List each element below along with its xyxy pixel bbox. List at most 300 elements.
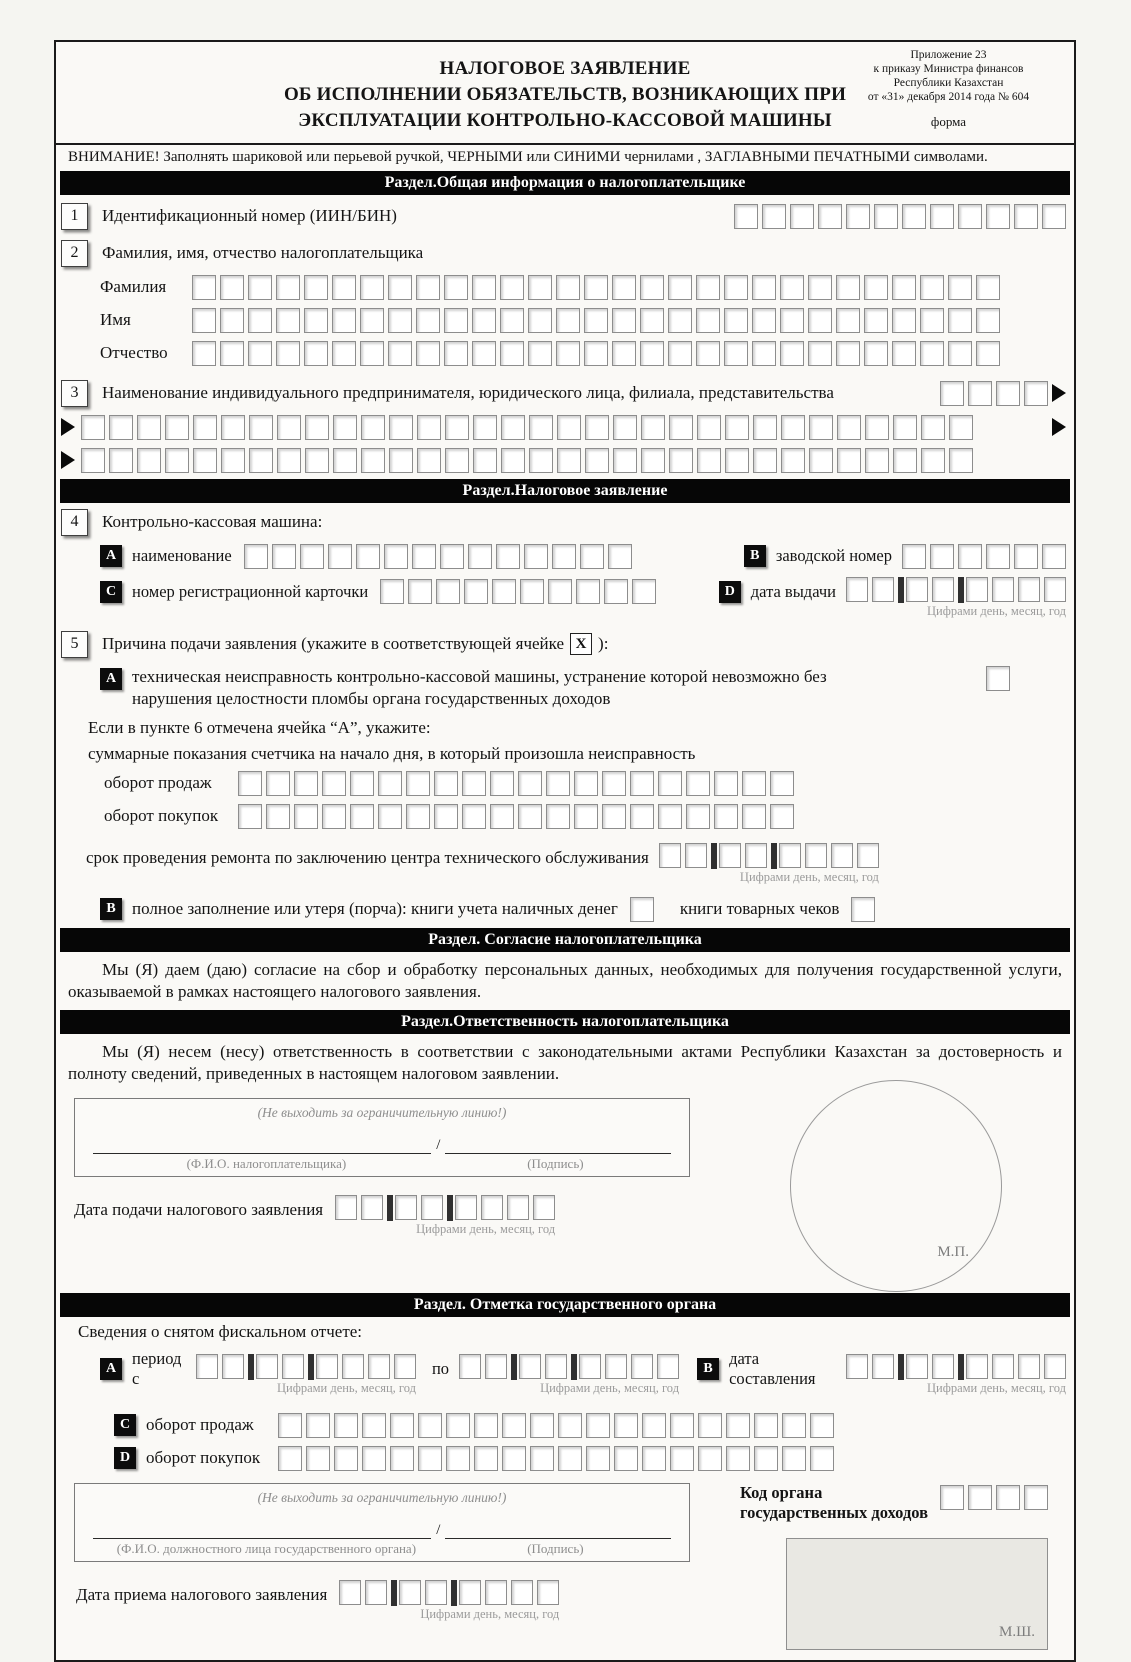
input-cell[interactable] [893,415,917,440]
input-cell[interactable] [518,771,542,796]
sign-signature-line[interactable] [445,1140,671,1154]
input-cell[interactable] [266,804,290,829]
input-cell[interactable] [613,448,637,473]
input-cell[interactable] [902,544,926,569]
input-cell[interactable] [306,1446,330,1471]
input-cell[interactable] [496,544,520,569]
input-cell[interactable] [585,448,609,473]
input-cell[interactable] [940,381,964,406]
input-cell[interactable] [641,415,665,440]
input-cell[interactable] [528,275,552,300]
input-cell[interactable] [501,415,525,440]
input-cell[interactable] [902,204,926,229]
input-cell[interactable] [390,1413,414,1438]
input-cell[interactable] [986,544,1010,569]
input-cell[interactable] [556,308,580,333]
input-cell[interactable] [864,341,888,366]
input-cell[interactable] [394,1354,416,1379]
input-cell[interactable] [485,1354,507,1379]
input-cell[interactable] [248,341,272,366]
input-cell[interactable] [332,308,356,333]
input-cell[interactable] [921,415,945,440]
input-cell[interactable] [524,544,548,569]
input-cell[interactable] [468,544,492,569]
input-cell[interactable] [630,804,654,829]
input-cell[interactable] [335,1195,357,1220]
input-cell[interactable] [196,1354,218,1379]
input-cell[interactable] [996,381,1020,406]
input-cell[interactable] [930,544,954,569]
input-cell[interactable] [378,771,402,796]
input-cell[interactable] [781,448,805,473]
input-cell[interactable] [976,308,1000,333]
input-cell[interactable] [362,1413,386,1438]
input-cell[interactable] [520,579,544,604]
input-cell[interactable] [657,1354,679,1379]
input-cell[interactable] [444,341,468,366]
input-cell[interactable] [1014,544,1038,569]
input-cell[interactable] [659,843,681,868]
input-cell[interactable] [384,544,408,569]
input-cell[interactable] [992,577,1014,602]
input-cell[interactable] [753,448,777,473]
input-cell[interactable] [714,771,738,796]
input-cell[interactable] [109,415,133,440]
input-cell[interactable] [350,771,374,796]
input-cell[interactable] [697,448,721,473]
input-cell[interactable] [745,843,767,868]
input-cell[interactable] [949,415,973,440]
input-cell[interactable] [444,308,468,333]
input-cell[interactable] [440,544,464,569]
input-cell[interactable] [579,1354,601,1379]
input-cell[interactable] [529,448,553,473]
input-cell[interactable] [192,308,216,333]
input-cell[interactable] [276,275,300,300]
input-cell[interactable] [222,1354,244,1379]
input-cell[interactable] [399,1580,421,1605]
input-cell[interactable] [306,1413,330,1438]
input-cell[interactable] [193,415,217,440]
input-cell[interactable] [350,804,374,829]
input-cell[interactable] [304,275,328,300]
input-cell[interactable] [948,341,972,366]
input-cell[interactable] [809,415,833,440]
input-cell[interactable] [966,577,988,602]
input-cell[interactable] [892,275,916,300]
input-cell[interactable] [361,1195,383,1220]
input-cell[interactable] [417,415,441,440]
input-cell[interactable] [558,1446,582,1471]
input-cell[interactable] [641,448,665,473]
input-cell[interactable] [726,1413,750,1438]
input-cell[interactable] [846,1354,868,1379]
input-cell[interactable] [464,579,488,604]
input-cell[interactable] [602,804,626,829]
input-cell[interactable] [528,341,552,366]
input-cell[interactable] [360,341,384,366]
input-cell[interactable] [602,771,626,796]
input-cell[interactable] [642,1446,666,1471]
input-cell[interactable] [356,544,380,569]
input-cell[interactable] [966,1354,988,1379]
input-cell[interactable] [781,415,805,440]
input-cell[interactable] [976,341,1000,366]
input-cell[interactable] [473,415,497,440]
input-cell[interactable] [272,544,296,569]
input-cell[interactable] [294,771,318,796]
input-cell[interactable] [605,1354,627,1379]
input-cell[interactable] [642,1413,666,1438]
input-cell[interactable] [546,771,570,796]
input-cell[interactable] [668,275,692,300]
input-cell[interactable] [726,1446,750,1471]
input-cell[interactable] [932,1354,954,1379]
input-cell[interactable] [608,544,632,569]
input-cell[interactable] [836,275,860,300]
input-cell[interactable] [556,275,580,300]
input-cell[interactable] [266,771,290,796]
input-cell[interactable] [697,415,721,440]
input-cell[interactable] [511,1580,533,1605]
input-cell[interactable] [992,1354,1014,1379]
input-cell[interactable] [533,1195,555,1220]
fio-signature-line[interactable] [93,1140,431,1154]
input-cell[interactable] [165,415,189,440]
input-cell[interactable] [612,275,636,300]
input-cell[interactable] [361,415,385,440]
input-cell[interactable] [378,804,402,829]
input-cell[interactable] [920,308,944,333]
input-cell[interactable] [502,1413,526,1438]
input-cell[interactable] [948,308,972,333]
input-cell[interactable] [193,448,217,473]
input-cell[interactable] [277,415,301,440]
input-cell[interactable] [872,1354,894,1379]
input-cell[interactable] [81,448,105,473]
input-cell[interactable] [220,341,244,366]
input-cell[interactable] [1024,1485,1048,1510]
input-cell[interactable] [1024,381,1048,406]
input-cell[interactable] [137,415,161,440]
input-cell[interactable] [334,1413,358,1438]
input-cell[interactable] [416,275,440,300]
input-cell[interactable] [810,1413,834,1438]
input-cell[interactable] [221,415,245,440]
input-cell[interactable] [406,771,430,796]
input-cell[interactable] [613,415,637,440]
input-cell[interactable] [724,341,748,366]
input-cell[interactable] [752,308,776,333]
input-cell[interactable] [395,1195,417,1220]
input-cell[interactable] [322,771,346,796]
input-cell[interactable] [714,804,738,829]
input-cell[interactable] [500,341,524,366]
input-cell[interactable] [434,804,458,829]
input-cell[interactable] [530,1446,554,1471]
input-cell[interactable] [576,579,600,604]
input-cell[interactable] [248,275,272,300]
input-cell[interactable] [500,308,524,333]
input-cell[interactable] [780,308,804,333]
input-cell[interactable] [444,275,468,300]
input-cell[interactable] [753,415,777,440]
input-cell[interactable] [276,308,300,333]
input-cell[interactable] [421,1195,443,1220]
input-cell[interactable] [1042,544,1066,569]
input-cell[interactable] [305,448,329,473]
input-cell[interactable] [294,804,318,829]
input-cell[interactable] [630,771,654,796]
input-cell[interactable] [640,341,664,366]
input-cell[interactable] [857,843,879,868]
input-cell[interactable] [640,308,664,333]
input-cell[interactable] [584,275,608,300]
input-cell[interactable] [501,448,525,473]
input-cell[interactable] [459,1354,481,1379]
input-cell[interactable] [614,1413,638,1438]
input-cell[interactable] [906,577,928,602]
input-cell[interactable] [940,1485,964,1510]
input-cell[interactable] [455,1195,477,1220]
input-cell[interactable] [696,275,720,300]
input-cell[interactable] [472,341,496,366]
input-cell[interactable] [586,1446,610,1471]
input-cell[interactable] [220,308,244,333]
input-cell[interactable] [612,341,636,366]
input-cell[interactable] [614,1446,638,1471]
input-cell[interactable] [724,275,748,300]
input-cell[interactable] [244,544,268,569]
input-cell[interactable] [530,1413,554,1438]
input-cell[interactable] [836,341,860,366]
input-cell[interactable] [892,341,916,366]
input-cell[interactable] [948,275,972,300]
input-cell[interactable] [631,1354,653,1379]
input-cell[interactable] [436,579,460,604]
input-cell[interactable] [490,771,514,796]
input-cell[interactable] [537,1580,559,1605]
input-cell[interactable] [1044,577,1066,602]
input-cell[interactable] [734,204,758,229]
input-cell[interactable] [278,1446,302,1471]
input-cell[interactable] [604,579,628,604]
input-cell[interactable] [277,448,301,473]
input-cell[interactable] [418,1413,442,1438]
input-cell[interactable] [472,308,496,333]
input-cell[interactable] [361,448,385,473]
input-cell[interactable] [365,1580,387,1605]
input-cell[interactable] [658,771,682,796]
input-cell[interactable] [412,544,436,569]
input-cell[interactable] [584,308,608,333]
input-cell[interactable] [492,579,516,604]
input-cell[interactable] [762,204,786,229]
input-cell[interactable] [752,341,776,366]
input-cell[interactable] [754,1413,778,1438]
input-cell[interactable] [921,448,945,473]
input-cell[interactable] [446,1413,470,1438]
input-cell[interactable] [282,1354,304,1379]
input-cell[interactable] [316,1354,338,1379]
input-cell[interactable] [328,544,352,569]
input-cell[interactable] [528,308,552,333]
input-cell[interactable] [380,579,404,604]
input-cell[interactable] [670,1446,694,1471]
input-cell[interactable] [238,804,262,829]
input-cell[interactable] [137,448,161,473]
input-cell[interactable] [388,341,412,366]
input-cell[interactable] [976,275,1000,300]
input-cell[interactable] [780,275,804,300]
input-cell[interactable] [958,544,982,569]
input-cell[interactable] [864,308,888,333]
input-cell[interactable] [808,341,832,366]
input-cell[interactable] [333,415,357,440]
input-cell[interactable] [810,1446,834,1471]
input-cell[interactable] [752,275,776,300]
input-cell[interactable] [445,415,469,440]
input-cell[interactable] [932,577,954,602]
input-cell[interactable] [742,771,766,796]
input-cell[interactable] [958,204,982,229]
input-cell[interactable] [669,448,693,473]
official-sign-line[interactable] [445,1525,671,1539]
input-cell[interactable] [192,341,216,366]
input-cell[interactable] [837,415,861,440]
input-cell[interactable] [300,544,324,569]
input-cell[interactable] [968,1485,992,1510]
input-cell[interactable] [249,448,273,473]
input-cell[interactable] [724,308,748,333]
input-cell[interactable] [558,1413,582,1438]
input-cell[interactable] [719,843,741,868]
input-cell[interactable] [874,204,898,229]
input-cell[interactable] [808,308,832,333]
input-cell[interactable] [696,308,720,333]
input-cell[interactable] [552,544,576,569]
input-cell[interactable] [556,341,580,366]
input-cell[interactable] [445,448,469,473]
input-cell[interactable] [192,275,216,300]
input-cell[interactable] [930,204,954,229]
input-cell[interactable] [238,771,262,796]
input-cell[interactable] [507,1195,529,1220]
input-cell[interactable] [846,577,868,602]
input-cell[interactable] [872,577,894,602]
input-cell[interactable] [548,579,572,604]
input-cell[interactable] [725,448,749,473]
input-cell[interactable] [580,544,604,569]
input-cell[interactable] [1042,204,1066,229]
input-cell[interactable] [632,579,656,604]
input-cell[interactable] [818,204,842,229]
input-cell[interactable] [425,1580,447,1605]
input-cell[interactable] [490,804,514,829]
input-cell[interactable] [808,275,832,300]
input-cell[interactable] [390,1446,414,1471]
input-cell[interactable] [586,1413,610,1438]
input-cell[interactable] [584,341,608,366]
input-cell[interactable] [831,843,853,868]
input-cell[interactable] [304,341,328,366]
input-cell[interactable] [986,204,1010,229]
input-cell[interactable] [770,804,794,829]
input-cell[interactable] [949,448,973,473]
input-cell[interactable] [388,308,412,333]
input-cell[interactable] [362,1446,386,1471]
input-cell[interactable] [557,415,581,440]
input-cell[interactable] [278,1413,302,1438]
input-cell[interactable] [996,1485,1020,1510]
input-cell[interactable] [434,771,458,796]
input-cell[interactable] [332,341,356,366]
input-cell[interactable] [805,843,827,868]
input-cell[interactable] [546,804,570,829]
input-cell[interactable] [782,1413,806,1438]
receipt-book-checkbox[interactable] [851,897,875,922]
input-cell[interactable] [864,275,888,300]
input-cell[interactable] [220,275,244,300]
input-cell[interactable] [725,415,749,440]
input-cell[interactable] [557,448,581,473]
input-cell[interactable] [474,1446,498,1471]
input-cell[interactable] [779,843,801,868]
input-cell[interactable] [406,804,430,829]
input-cell[interactable] [416,341,440,366]
input-cell[interactable] [920,275,944,300]
reason-a-checkbox[interactable] [986,666,1010,691]
input-cell[interactable] [472,275,496,300]
input-cell[interactable] [417,448,441,473]
input-cell[interactable] [893,448,917,473]
input-cell[interactable] [459,1580,481,1605]
input-cell[interactable] [670,1413,694,1438]
input-cell[interactable] [545,1354,567,1379]
input-cell[interactable] [698,1413,722,1438]
input-cell[interactable] [529,415,553,440]
input-cell[interactable] [416,308,440,333]
input-cell[interactable] [276,341,300,366]
input-cell[interactable] [249,415,273,440]
input-cell[interactable] [770,771,794,796]
official-fio-line[interactable] [93,1525,431,1539]
input-cell[interactable] [640,275,664,300]
input-cell[interactable] [1018,1354,1040,1379]
input-cell[interactable] [574,804,598,829]
input-cell[interactable] [322,804,346,829]
input-cell[interactable] [1014,204,1038,229]
input-cell[interactable] [1044,1354,1066,1379]
input-cell[interactable] [906,1354,928,1379]
input-cell[interactable] [332,275,356,300]
input-cell[interactable] [836,308,860,333]
input-cell[interactable] [389,448,413,473]
input-cell[interactable] [305,415,329,440]
input-cell[interactable] [585,415,609,440]
input-cell[interactable] [669,415,693,440]
input-cell[interactable] [790,204,814,229]
input-cell[interactable] [165,448,189,473]
input-cell[interactable] [304,308,328,333]
input-cell[interactable] [81,415,105,440]
input-cell[interactable] [389,415,413,440]
input-cell[interactable] [574,771,598,796]
input-cell[interactable] [481,1195,503,1220]
input-cell[interactable] [462,771,486,796]
input-cell[interactable] [360,308,384,333]
input-cell[interactable] [968,381,992,406]
